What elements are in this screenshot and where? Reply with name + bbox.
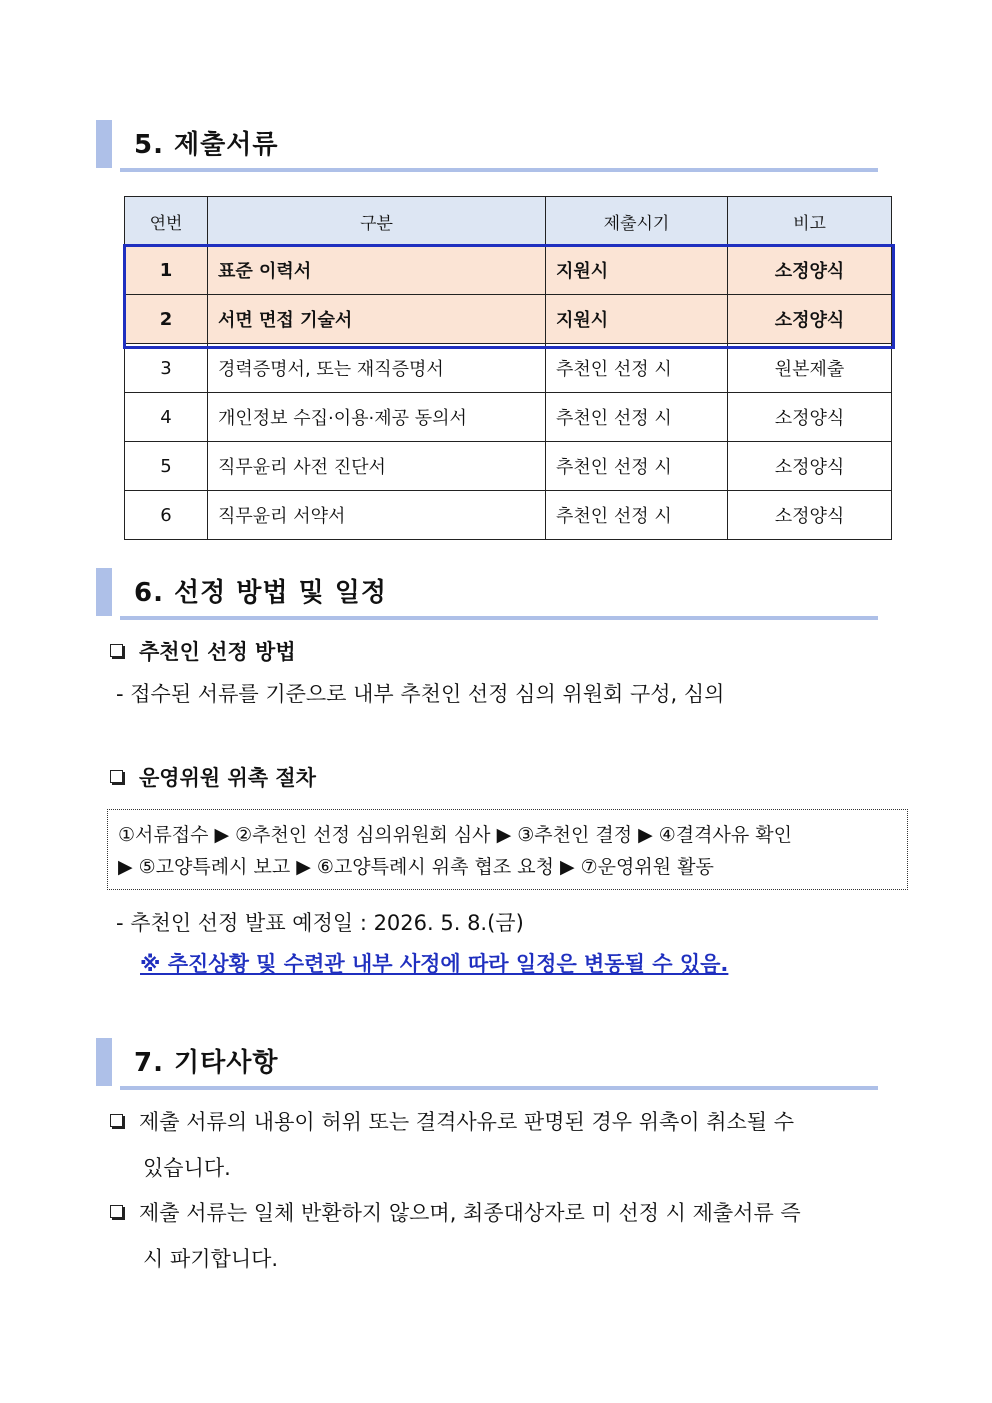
cell-category: 개인정보 수집·이용·제공 동의서 bbox=[208, 393, 546, 442]
section-accent-bar bbox=[96, 1038, 112, 1086]
cell-timing: 지원시 bbox=[546, 295, 728, 344]
cell-no: 2 bbox=[125, 295, 208, 344]
section-underline bbox=[120, 616, 878, 620]
cell-no: 6 bbox=[125, 491, 208, 540]
col-header-note: 비고 bbox=[728, 197, 892, 246]
section-underline bbox=[120, 168, 878, 172]
method-title: 추천인 선정 방법 bbox=[139, 640, 296, 664]
cell-category: 표준 이력서 bbox=[208, 246, 546, 295]
cell-timing: 지원시 bbox=[546, 246, 728, 295]
cell-category: 직무윤리 서약서 bbox=[208, 491, 546, 540]
method-heading bbox=[110, 636, 296, 666]
cell-note: 소정양식 bbox=[728, 246, 892, 295]
section-6-header bbox=[96, 568, 878, 620]
misc-item-2 bbox=[110, 1197, 801, 1227]
cell-no: 3 bbox=[125, 344, 208, 393]
cell-note: 소정양식 bbox=[728, 393, 892, 442]
cell-no: 4 bbox=[125, 393, 208, 442]
section-title: 7. 기타사항 bbox=[134, 1048, 279, 1078]
col-header-timing: 제출시기 bbox=[546, 197, 728, 246]
cell-category: 경력증명서, 또는 재직증명서 bbox=[208, 344, 546, 393]
procedure-title: 운영위원 위촉 절차 bbox=[139, 766, 316, 790]
table-row bbox=[125, 491, 892, 540]
col-header-category: 구분 bbox=[208, 197, 546, 246]
cell-note: 소정양식 bbox=[728, 295, 892, 344]
method-text: - 접수된 서류를 기준으로 내부 추천인 선정 심의 위원회 구성, 심의 bbox=[116, 682, 725, 706]
checkbox-bullet-icon bbox=[110, 770, 123, 783]
col-header-no: 연번 bbox=[125, 197, 208, 246]
cell-no: 1 bbox=[125, 246, 208, 295]
procedure-line-2: ▶ ⑤고양특례시 보고 ▶ ⑥고양특례시 위촉 협조 요청 ▶ ⑦운영위원 활동 bbox=[118, 856, 714, 878]
cell-timing: 추천인 선정 시 bbox=[546, 393, 728, 442]
misc-item-1 bbox=[110, 1106, 794, 1136]
cell-timing: 추천인 선정 시 bbox=[546, 344, 728, 393]
procedure-box bbox=[107, 809, 908, 890]
cell-note: 원본제출 bbox=[728, 344, 892, 393]
misc-item-1-cont: 있습니다. bbox=[143, 1156, 231, 1180]
table-row bbox=[125, 393, 892, 442]
table-row bbox=[125, 246, 892, 295]
section-underline bbox=[120, 1086, 878, 1090]
table-row bbox=[125, 442, 892, 491]
misc-item-1-text: 제출 서류의 내용이 허위 또는 결격사유로 판명된 경우 위촉이 취소될 수 bbox=[139, 1110, 795, 1134]
checkbox-bullet-icon bbox=[110, 644, 123, 657]
section-title: 5. 제출서류 bbox=[134, 130, 279, 160]
misc-item-2-text: 제출 서류는 일체 반환하지 않으며, 최종대상자로 미 선정 시 제출서류 즉 bbox=[139, 1201, 801, 1225]
section-5-header bbox=[96, 120, 878, 172]
section-7-header bbox=[96, 1038, 878, 1090]
misc-item-2-cont: 시 파기합니다. bbox=[143, 1247, 279, 1271]
cell-note: 소정양식 bbox=[728, 491, 892, 540]
section-accent-bar bbox=[96, 568, 112, 616]
section-accent-bar bbox=[96, 120, 112, 168]
schedule-notice: ※ 추진상황 및 수련관 내부 사정에 따라 일정은 변동될 수 있음. bbox=[140, 952, 729, 976]
section-title: 6. 선정 방법 및 일정 bbox=[134, 578, 387, 608]
checkbox-bullet-icon bbox=[110, 1205, 123, 1218]
documents-table bbox=[124, 196, 892, 540]
cell-timing: 추천인 선정 시 bbox=[546, 491, 728, 540]
procedure-line-1: ①서류접수 ▶ ②추천인 선정 심의위원회 심사 ▶ ③추천인 결정 ▶ ④결격사유 확인 bbox=[118, 824, 792, 846]
cell-timing: 추천인 선정 시 bbox=[546, 442, 728, 491]
table-row bbox=[125, 344, 892, 393]
table-header-row bbox=[125, 197, 892, 246]
table-row bbox=[125, 295, 892, 344]
checkbox-bullet-icon bbox=[110, 1114, 123, 1127]
cell-note: 소정양식 bbox=[728, 442, 892, 491]
announce-date: - 추천인 선정 발표 예정일 : 2026. 5. 8.(금) bbox=[116, 911, 524, 935]
cell-no: 5 bbox=[125, 442, 208, 491]
cell-category: 직무윤리 사전 진단서 bbox=[208, 442, 546, 491]
procedure-heading bbox=[110, 762, 316, 792]
cell-category: 서면 면접 기술서 bbox=[208, 295, 546, 344]
